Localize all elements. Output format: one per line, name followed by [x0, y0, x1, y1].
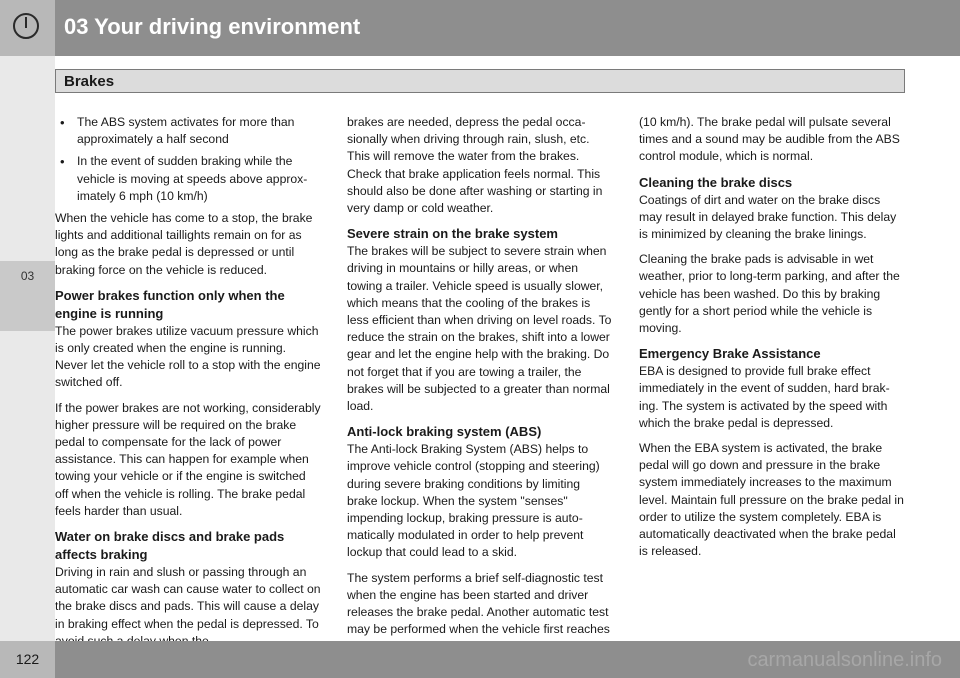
paragraph: The brakes will be subject to severe strain when driving in mountains or hilly areas, or when towing a trailer. Vehicle speed is usually slower, which means that the cooling of the brakes is less efficient than when driving on level roads. To reduce the strain on the brakes, shift into a lower gear and let the engine help with the braking. Do not forget that if you are towing a trailer, the brakes will be subjected to a greater than normal load.	[347, 244, 612, 414]
paragraph: EBA is designed to provide full brake effect immediately in the event of sudden, hard braking. The system is activated by the speed with which the brake pedal is depressed.	[639, 364, 890, 430]
subheading: Water on brake discs and brake pads affects braking	[55, 529, 285, 563]
subheading: Anti-lock braking system (ABS)	[347, 424, 542, 440]
page-number-box	[0, 641, 55, 678]
chapter-icon-box	[0, 0, 55, 56]
paragraph: The power brakes utilize vacuum pressure which is only created when the engine is running. Never let the vehicle roll to a stop with the engine switched off.	[55, 323, 321, 390]
subheading: Severe strain on the brake system	[347, 226, 558, 242]
subheading: Emergency Brake Assistance	[639, 346, 821, 362]
subheading: Cleaning the brake discs	[639, 174, 793, 190]
subheading: Power brakes function only when the engine is running	[55, 287, 285, 321]
gauge-icon	[13, 13, 39, 39]
paragraph: The system performs a brief self-diagnostic test when the engine has been started and driver releases the brake pedal. Another automatic test may be performed when the vehicle first reaches	[347, 570, 610, 637]
page-number: 122	[15, 651, 40, 667]
paragraph: Cleaning the brake pads is advisable in wet weather, prior to long-term parking, and after the vehicle has been washed. Do this by braking gently for a short period while the vehicle is moving.	[639, 252, 900, 336]
text-column-1	[55, 114, 321, 658]
bullet-item: • The ABS system activates for more than approximately a half second	[55, 114, 321, 148]
chapter-tab-label: 03	[20, 269, 35, 283]
paragraph: Coatings of dirt and water on the brake discs may result in delayed brake function. This delay is minimized by cleaning the brake linings.	[639, 192, 897, 242]
paragraph: When the EBA system is activated, the brake pedal will go down and pressure in the brake system immediately increases to the maximum level. Maintain full pressure on the brake pedal in order to utilize the system completely. EBA is automatically deactivated when the brake pedal is released.	[639, 441, 904, 559]
text-column-2	[347, 114, 613, 664]
chapter-tab	[0, 261, 55, 331]
left-sidebar	[0, 56, 55, 641]
section-title: Brakes	[64, 73, 115, 90]
section-bar	[55, 69, 905, 93]
watermark: carmanualsonline.info	[747, 649, 942, 671]
chapter-header	[0, 0, 960, 56]
paragraph: The Anti-lock Braking System (ABS) helps to improve vehicle control (stopping and steering) during severe braking conditions by limiting brake lockup. When the system "senses" impending lockup, braking pressure is automatically modulated in order to help prevent lockup that could lead to a skid.	[347, 442, 600, 560]
bullet-item: • In the event of sudden braking while the vehicle is moving at speeds above approximately 6 mph (10 km/h)	[55, 153, 321, 205]
paragraph: When the vehicle has come to a stop, the brake lights and additional taillights remain on for as long as the brake pedal is depressed or until braking force on the vehicle is reduced.	[55, 211, 313, 277]
chapter-title: 03 Your driving environment	[64, 14, 361, 39]
paragraph: If the power brakes are not working, considerably higher pressure will be required on the brake pedal to compensate for the lack of power assistance. This can happen for example when towing your vehicle or if the engine is switched off when the vehicle is rolling. The brake pedal feels harder than usual.	[55, 400, 321, 518]
page-footer	[0, 641, 960, 678]
paragraph: (10 km/h). The brake pedal will pulsate several times and a sound may be audible from the ABS control module, which is normal.	[639, 115, 900, 164]
paragraph: brakes are needed, depress the pedal occasionally when driving through rain, slush, etc. This will remove the water from the brakes. Check that brake application feels normal. This should also be done after washing or starting in very damp or cold weather.	[347, 115, 603, 216]
paragraph: Driving in rain and slush or passing through an automatic car wash can cause water to collect on the brake discs and pads. This will cause a delay in braking effect when the pedal is depressed. To	[55, 565, 321, 631]
text-column-3	[639, 114, 905, 568]
